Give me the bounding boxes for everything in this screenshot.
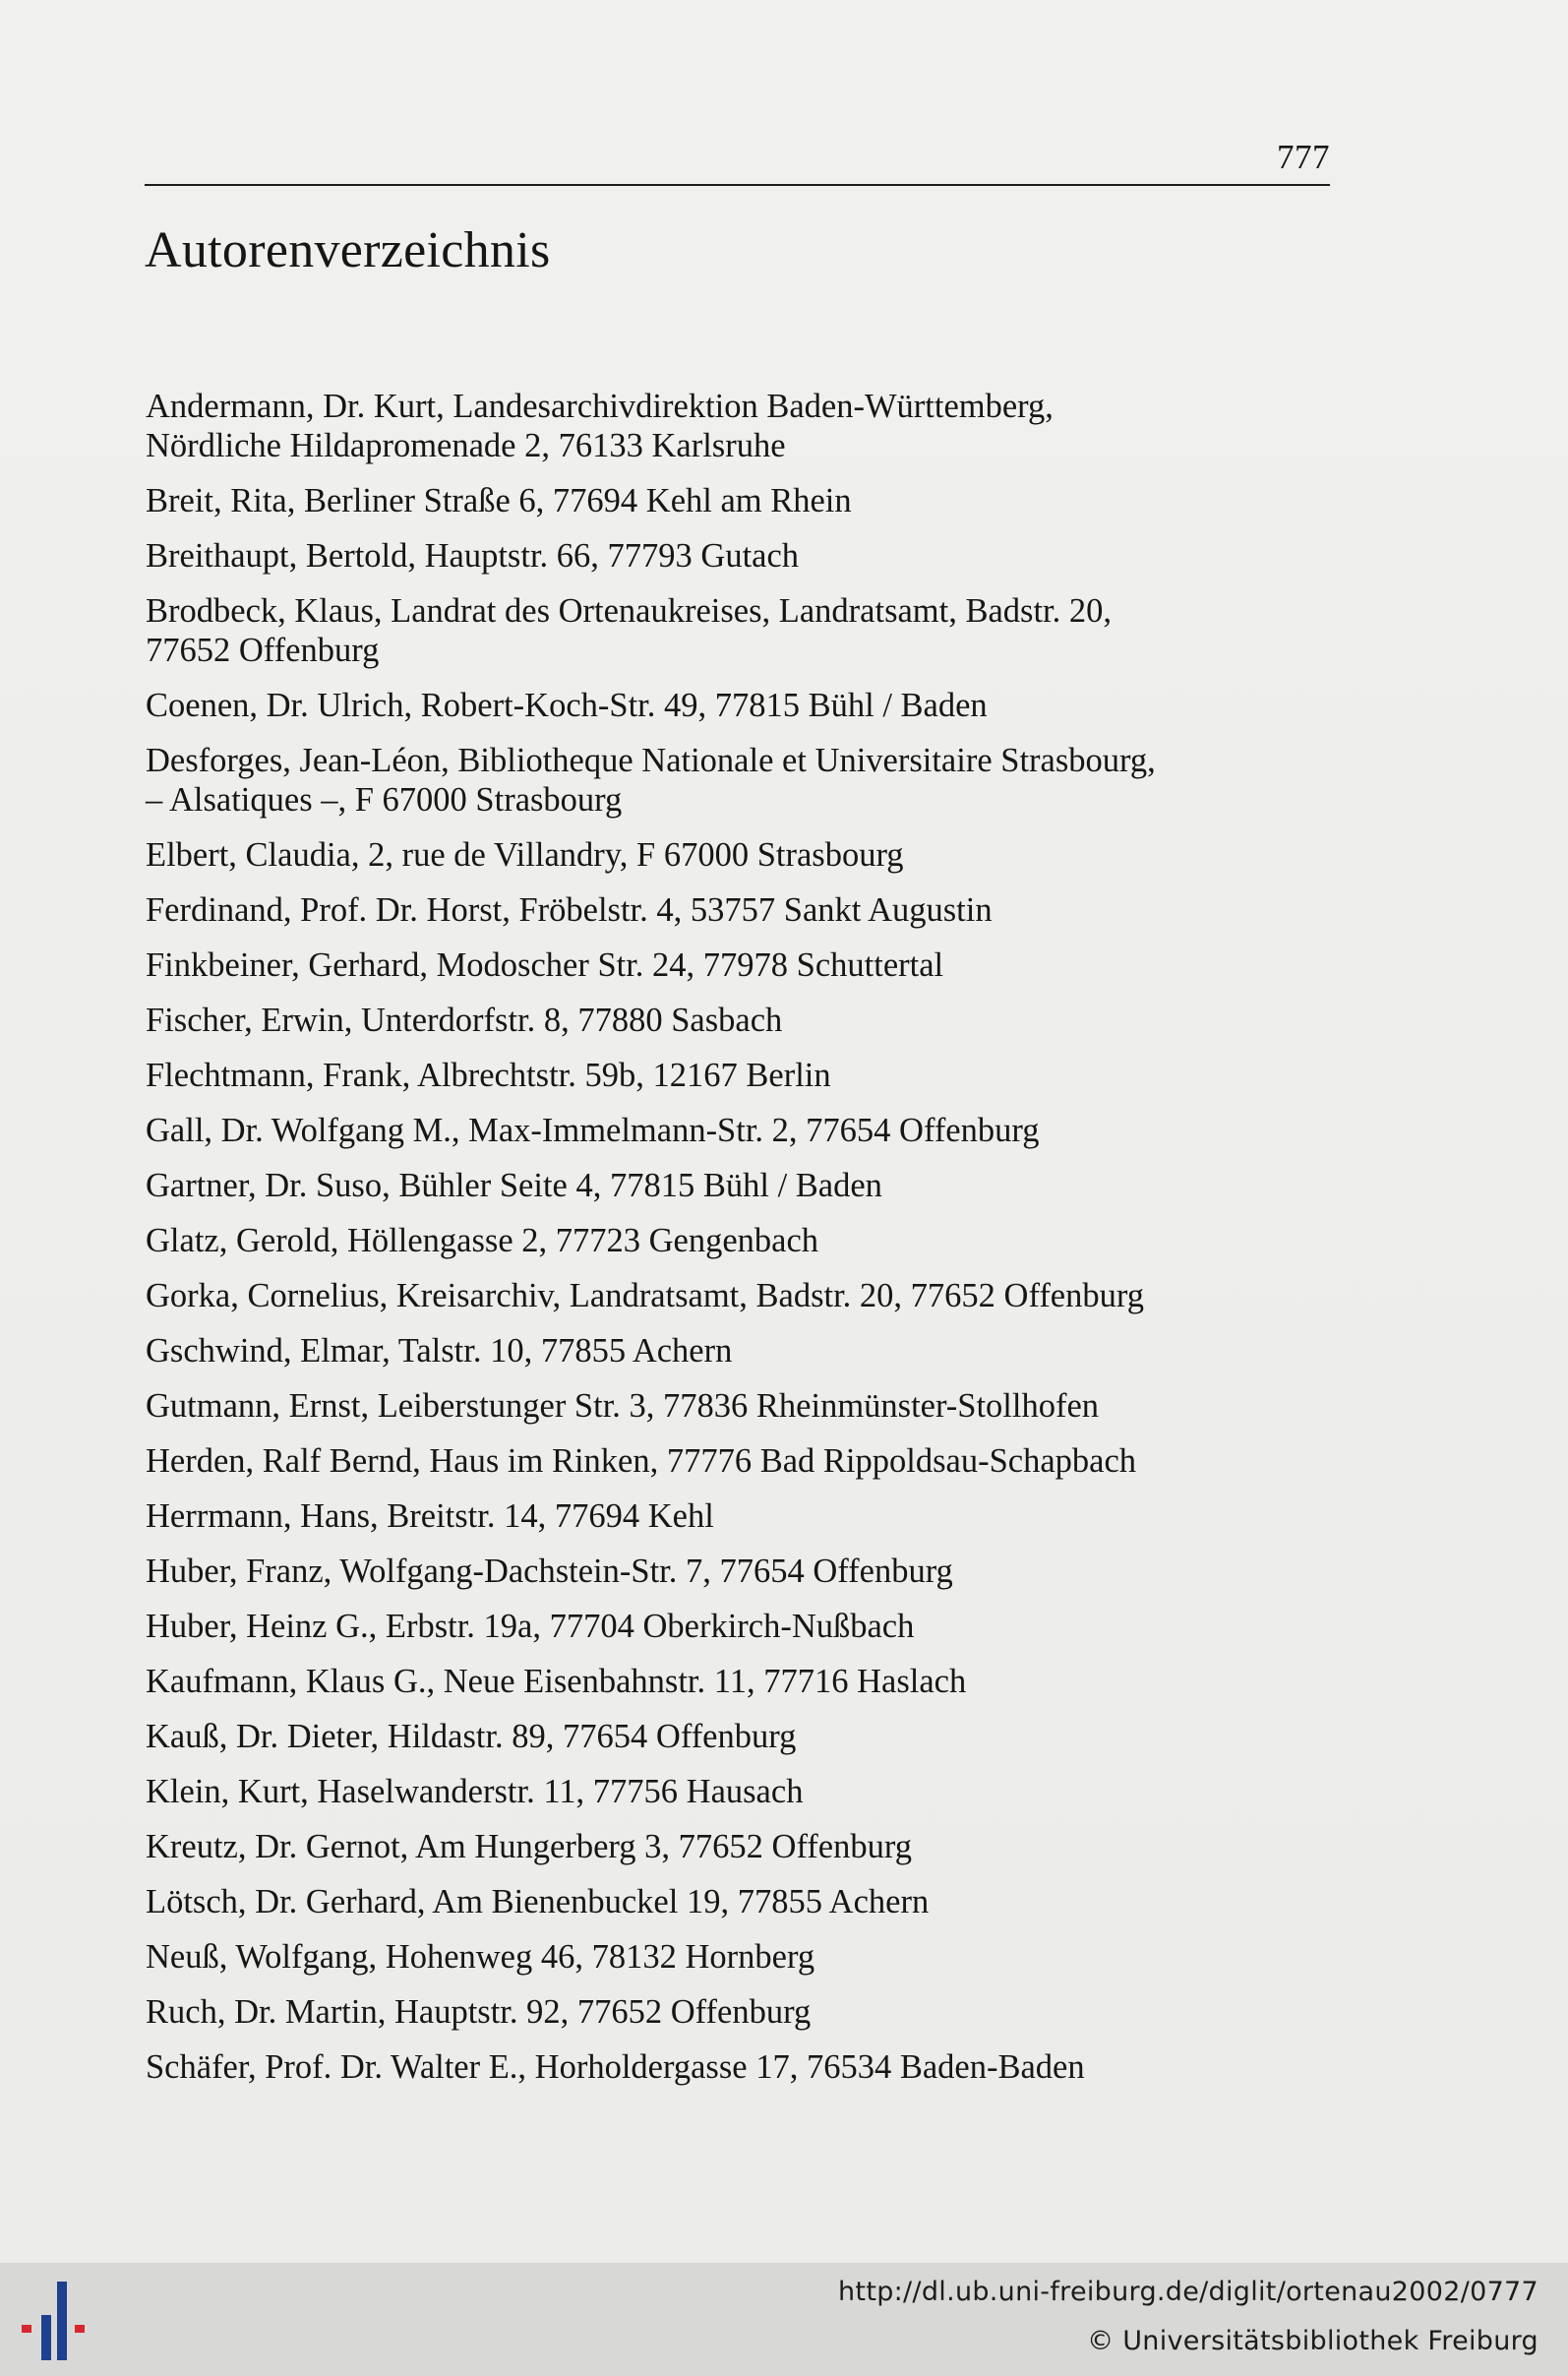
author-entry <box>146 1276 1287 1315</box>
author-entry-line: Kauß, Dr. Dieter, Hildastr. 89, 77654 Offenburg <box>146 1718 797 1755</box>
author-entry <box>146 1496 1287 1536</box>
author-entry <box>146 686 1287 725</box>
author-entry-line: Neuß, Wolfgang, Hohenweg 46, 78132 Hornberg <box>146 1938 815 1976</box>
header-rule <box>145 184 1330 186</box>
author-entry-line: Herrmann, Hans, Breitstr. 14, 77694 Kehl <box>146 1497 714 1535</box>
author-entry-line: Finkbeiner, Gerhard, Modoscher Str. 24, 77978 Schuttertal <box>146 946 944 984</box>
author-entry <box>146 1056 1287 1095</box>
author-entry-line: Fischer, Erwin, Unterdorfstr. 8, 77880 Sasbach <box>146 1002 783 1039</box>
author-entry-line: Andermann, Dr. Kurt, Landesarchivdirektion Baden-Württemberg, <box>146 388 1054 425</box>
author-entry <box>146 2047 1287 2087</box>
logo-bar-blue-right <box>57 2282 67 2360</box>
author-entry <box>146 1552 1287 1591</box>
author-entry <box>146 387 1287 465</box>
author-entry-line: Ferdinand, Prof. Dr. Horst, Fröbelstr. 4, 53757 Sankt Augustin <box>146 891 993 929</box>
ub-freiburg-logo-icon[interactable] <box>18 2278 96 2366</box>
logo-bar-red-right <box>75 2325 85 2333</box>
author-entry <box>146 741 1287 820</box>
footer-url-link[interactable]: http://dl.ub.uni-freiburg.de/diglit/ortenau2002/0777 <box>838 2277 1538 2307</box>
author-entry-line: Coenen, Dr. Ulrich, Robert-Koch-Str. 49, 77815 Bühl / Baden <box>146 687 988 724</box>
author-entry-line: Glatz, Gerold, Höllengasse 2, 77723 Gengenbach <box>146 1222 819 1259</box>
logo-bar-red-left <box>22 2325 31 2333</box>
author-entry <box>146 536 1287 576</box>
footer-copyright: © Universitätsbibliothek Freiburg <box>1087 2326 1538 2356</box>
author-entry <box>146 1111 1287 1150</box>
author-entry <box>146 481 1287 520</box>
logo-bar-blue-left <box>41 2315 51 2360</box>
page-title: Autorenverzeichnis <box>145 222 551 278</box>
author-entry <box>146 1001 1287 1040</box>
author-entry-line: Huber, Heinz G., Erbstr. 19a, 77704 Oberkirch-Nußbach <box>146 1608 915 1645</box>
author-entry <box>146 1717 1287 1756</box>
author-entry-line: Nördliche Hildapromenade 2, 76133 Karlsruhe <box>146 427 786 464</box>
author-list <box>146 387 1287 2102</box>
author-entry <box>146 1827 1287 1866</box>
author-entry-line: Desforges, Jean-Léon, Bibliotheque Nationale et Universitaire Strasbourg, <box>146 742 1156 779</box>
author-entry <box>146 1662 1287 1701</box>
author-entry <box>146 1882 1287 1921</box>
author-entry-line: Gorka, Cornelius, Kreisarchiv, Landratsamt, Badstr. 20, 77652 Offenburg <box>146 1277 1144 1314</box>
author-entry-line: Gutmann, Ernst, Leiberstunger Str. 3, 77836 Rheinmünster-Stollhofen <box>146 1387 1100 1425</box>
author-entry <box>146 1937 1287 1977</box>
author-entry-line: Kreutz, Dr. Gernot, Am Hungerberg 3, 77652 Offenburg <box>146 1828 912 1865</box>
author-entry <box>146 1607 1287 1646</box>
author-entry-line: Gall, Dr. Wolfgang M., Max-Immelmann-Str. 2, 77654 Offenburg <box>146 1112 1040 1149</box>
author-entry <box>146 591 1287 670</box>
author-entry <box>146 945 1287 985</box>
author-entry-line: Huber, Franz, Wolfgang-Dachstein-Str. 7, 77654 Offenburg <box>146 1553 953 1590</box>
author-entry-line: Breit, Rita, Berliner Straße 6, 77694 Kehl am Rhein <box>146 482 852 519</box>
author-entry-line: – Alsatiques –, F 67000 Strasbourg <box>146 781 623 819</box>
author-entry <box>146 1992 1287 2032</box>
author-entry <box>146 1221 1287 1260</box>
author-entry-line: Kaufmann, Klaus G., Neue Eisenbahnstr. 11, 77716 Haslach <box>146 1663 967 1700</box>
author-entry <box>146 835 1287 875</box>
author-entry-line: Gartner, Dr. Suso, Bühler Seite 4, 77815 Bühl / Baden <box>146 1167 882 1204</box>
author-entry-line: Schäfer, Prof. Dr. Walter E., Horholdergasse 17, 76534 Baden-Baden <box>146 2048 1085 2086</box>
author-entry-line: Lötsch, Dr. Gerhard, Am Bienenbuckel 19, 77855 Achern <box>146 1883 930 1920</box>
author-entry-line: Flechtmann, Frank, Albrechtstr. 59b, 12167 Berlin <box>146 1057 831 1094</box>
author-entry <box>146 890 1287 930</box>
author-entry <box>146 1441 1287 1481</box>
author-entry-line: Breithaupt, Bertold, Hauptstr. 66, 77793 Gutach <box>146 537 800 575</box>
author-entry <box>146 1386 1287 1426</box>
author-entry-line: 77652 Offenburg <box>146 632 380 669</box>
author-entry <box>146 1331 1287 1371</box>
author-entry-line: Ruch, Dr. Martin, Hauptstr. 92, 77652 Offenburg <box>146 1993 812 2031</box>
author-entry-line: Herden, Ralf Bernd, Haus im Rinken, 77776 Bad Rippoldsau-Schapbach <box>146 1442 1137 1480</box>
author-entry <box>146 1166 1287 1205</box>
author-entry-line: Brodbeck, Klaus, Landrat des Ortenaukreises, Landratsamt, Badstr. 20, <box>146 592 1113 630</box>
author-entry-line: Elbert, Claudia, 2, rue de Villandry, F 67000 Strasbourg <box>146 836 904 874</box>
author-entry <box>146 1772 1287 1811</box>
page-number: 777 <box>1277 138 1330 176</box>
author-entry-line: Klein, Kurt, Haselwanderstr. 11, 77756 Hausach <box>146 1773 804 1810</box>
author-entry-line: Gschwind, Elmar, Talstr. 10, 77855 Achern <box>146 1332 733 1370</box>
